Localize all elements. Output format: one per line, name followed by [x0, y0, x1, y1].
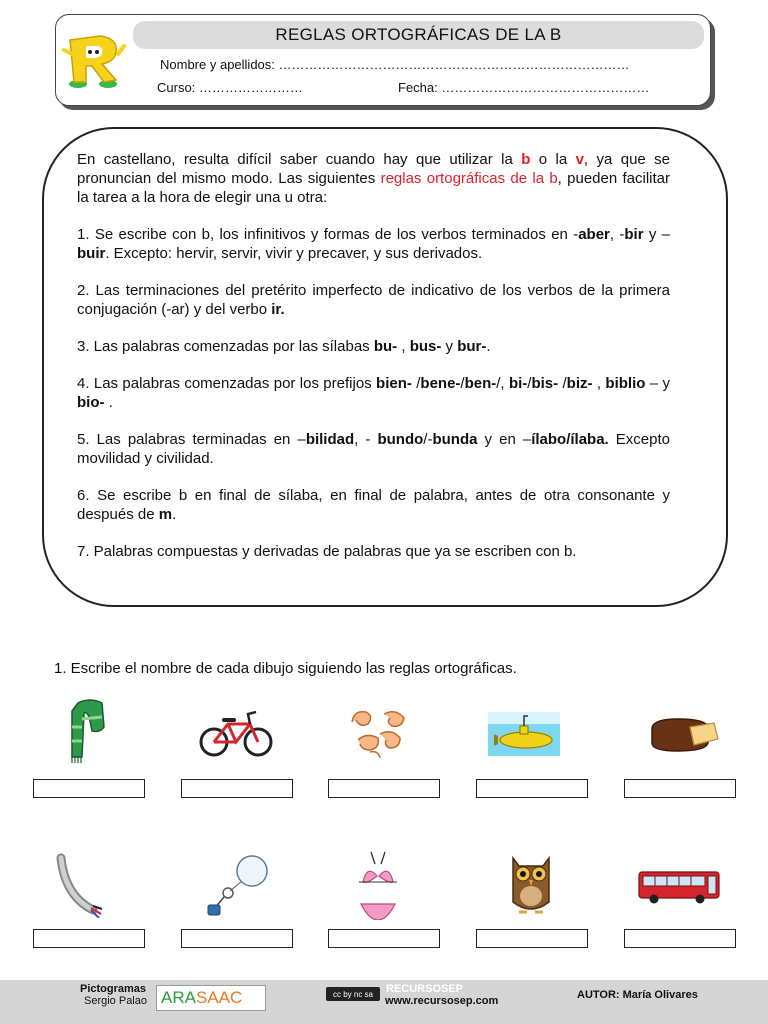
creative-commons-badge: cc by nc sa — [326, 987, 380, 1001]
scarf-picture — [66, 697, 112, 765]
bus-picture — [638, 870, 720, 904]
answer-box-bicycle[interactable] — [181, 779, 293, 798]
answer-box-bus[interactable] — [624, 929, 736, 948]
answer-box-cable[interactable] — [33, 929, 145, 948]
exercise-instruction: 1. Escribe el nombre de cada dibujo siguiendo las reglas ortográficas. — [54, 660, 517, 677]
answer-box-cheese[interactable] — [624, 779, 736, 798]
author-credit: AUTOR: María Olivares — [577, 989, 698, 1001]
bikini-picture — [357, 850, 399, 920]
arasaac-logo: ARA SAAC — [156, 985, 266, 1011]
letter-r-mascot-logo — [60, 28, 126, 90]
course-field[interactable]: Curso: …………………… — [157, 80, 303, 95]
rule-3: 3. Las palabras comenzadas por las sílabas bu- , bus- y bur-. — [77, 338, 491, 355]
owl-picture — [505, 852, 557, 918]
pictogramas-label: Pictogramas — [80, 983, 147, 995]
rules-text — [77, 150, 670, 579]
pictogram-author: Sergio Palao — [84, 995, 147, 1007]
rule-1: 1. Se escribe con b, los infinitivos y formas de los verbos terminados en -aber, -bir y – buir. Excepto: hervir, servir, vivir y precaver, y sus derivados. — [77, 226, 670, 262]
answer-box-scarf[interactable] — [33, 779, 145, 798]
rule-4: 4. Las palabras comenzadas por los prefijos bien- /bene-/ben-/, bi-/bis- /biz- , biblio – y bio- . — [77, 375, 670, 411]
page-title: REGLAS ORTOGRÁFICAS DE LA B — [133, 21, 704, 49]
bicycle-picture — [198, 706, 274, 758]
name-field[interactable]: Nombre y apellidos: ……………………………………………………………………… — [160, 57, 630, 72]
balloon-picture — [200, 853, 270, 917]
rule-2: 2. Las terminaciones del pretérito imperfecto de indicativo de los verbos de la primera conjugación (-ar) y del verbo ir. — [77, 282, 670, 318]
shrimp-picture — [344, 706, 410, 764]
submarine-picture — [488, 712, 560, 756]
cable-picture — [55, 852, 103, 918]
recursosep-brand: RECURSOSEP — [386, 983, 464, 995]
answer-box-bikini[interactable] — [328, 929, 440, 948]
answer-box-shrimp[interactable] — [328, 779, 440, 798]
rule-7: 7. Palabras compuestas y derivadas de palabras que ya se escriben con b. — [77, 543, 577, 560]
answer-box-owl[interactable] — [476, 929, 588, 948]
rule-5: 5. Las palabras terminadas en –bilidad, - bundo/-bunda y en –ílabo/ílaba. Excepto movilidad y civilidad. — [77, 431, 671, 467]
answer-box-submarine[interactable] — [476, 779, 588, 798]
website-link[interactable]: www.recursosep.com — [385, 995, 499, 1007]
date-field[interactable]: Fecha: ………………………………………… — [398, 80, 650, 95]
logo-letter: R — [60, 28, 61, 29]
cheese-picture — [648, 713, 720, 755]
rule-6: 6. Se escribe b en final de sílaba, en final de palabra, antes de otra consonante y después de m. — [77, 487, 670, 523]
rules-intro: En castellano, resulta difícil saber cuando hay que utilizar la b o la v, ya que se pronuncian del mismo modo. Las siguientes reglas ortográficas de la b, pueden facilitar la tarea a la hora de elegir una u otra: — [77, 151, 670, 206]
answer-box-balloon[interactable] — [181, 929, 293, 948]
